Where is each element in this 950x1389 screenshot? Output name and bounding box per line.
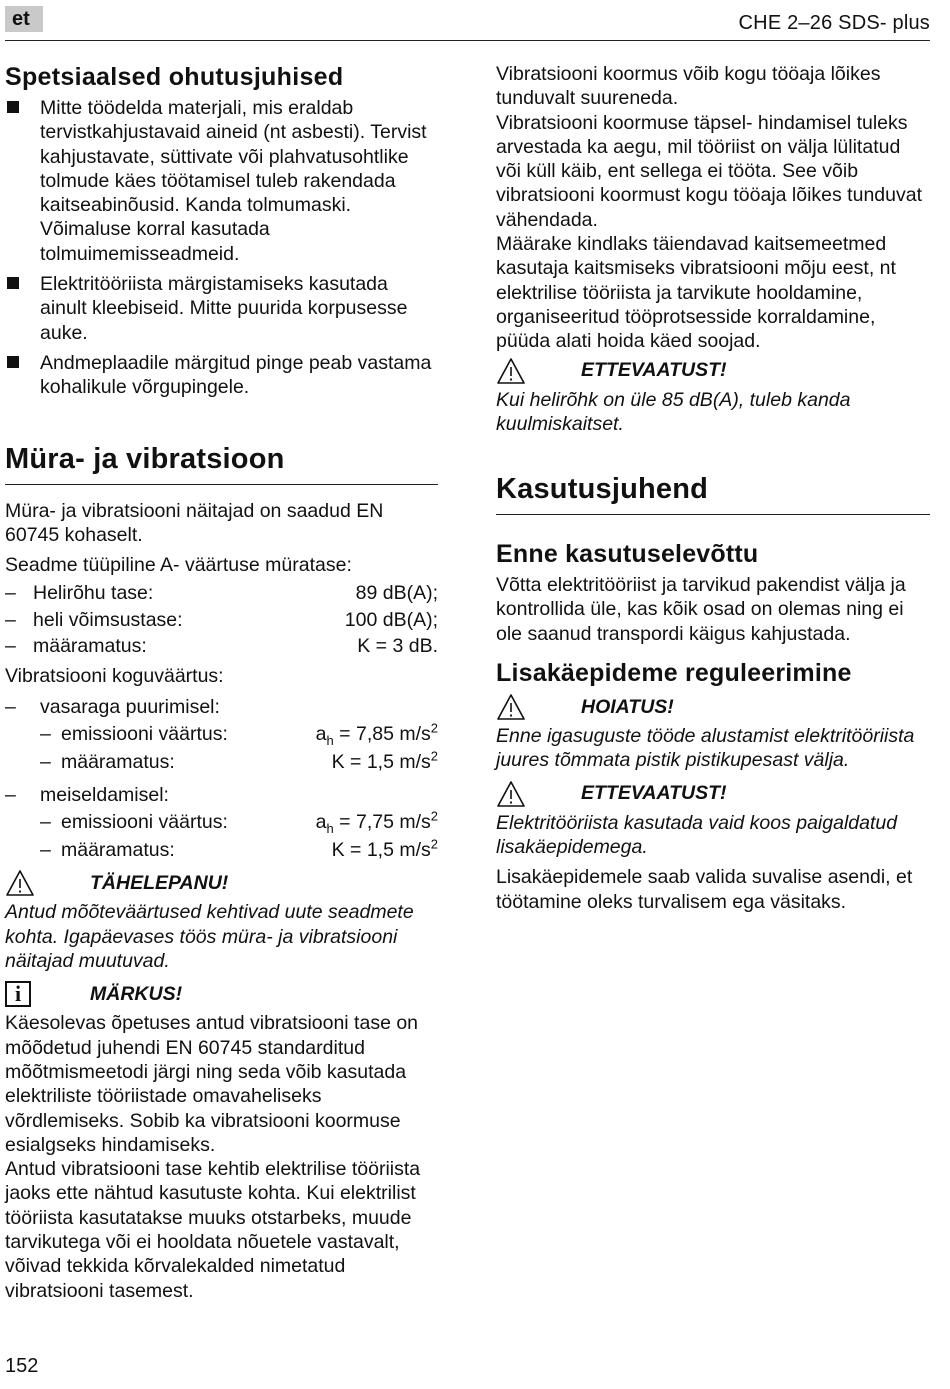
vibration-row: – emissiooni väärtus: $a_h = 7,85$ $m/s^2$ [40, 720, 438, 748]
vibration-group-title: – vasaraga puurimisel: [5, 695, 220, 718]
caution-label: ETTEVAATUST! [581, 782, 727, 805]
vibration-paragraph: Määrake kindlaks täiendavad kaitsemeetmed kasutaja kaitsmiseks vibratsiooni mõju eest, nt elektrilise tööriista ja tarvikute hooldamine, organiseeritud tööprotsesside korraldamine, püüda alati hoida käed soojad. [496, 233, 896, 353]
handle-heading: Lisakäepideme reguleerimine [496, 659, 852, 688]
noise-heading: Müra- ja vibratsioon [5, 442, 438, 485]
caution-notice [496, 356, 930, 386]
before-use-text: Võtta elektritööriist ja tarvikud pakendist välja ja kontrollida üle, kas kõik osad on olemas ning ei ole saanud transpordi käigus kahjustada. [496, 574, 906, 645]
note-notice [5, 979, 438, 1009]
vibration-paragraph: Vibratsiooni koormuse täpsel- hindamisel tuleks arvestada ka aegu, mil tööriist on välja lülitatud või küll käib, ent sellega ei tööta. See võib vibratsiooni koormust kogu tööaja lõikes tunduvat vähendada. [496, 111, 922, 231]
warning-label: HOIATUS! [581, 695, 674, 718]
attention-text: Antud mõõteväärtused kehtivad uute seadmete kohta. Igapäevases töös müra- ja vibratsiooni näitajad muutuvad. [5, 901, 414, 973]
vibration-title: Vibratsiooni koguväärtus: [5, 665, 224, 688]
left-column [5, 62, 438, 1303]
noise-row: – määramatus: K = 3 dB. [5, 635, 438, 658]
safety-item: Elektritööriista märgistamiseks kasutada ainult kleebiseid. Mitte puurida korpusesse auke. [5, 272, 438, 345]
noise-intro: Müra- ja vibratsiooni näitajad on saadud EN 60745 kohaselt. [5, 499, 384, 546]
noise-level-title: Seadme tüüpiline A- väärtuse müratase: [5, 554, 352, 577]
model-title: CHE 2–26 SDS- plus [738, 12, 930, 34]
right-column [496, 62, 930, 914]
page-number: 152 [5, 1355, 39, 1377]
vibration-row: – emissiooni väärtus: $a_h = 7,75$ $m/s^2$ [40, 808, 438, 836]
caution-notice [496, 779, 930, 809]
handle-text: Lisakäepidemele saab valida suvalise asendi, et töötamine oleks turvalisem ega väsitaks. [496, 866, 913, 913]
note-label: MÄRKUS! [90, 983, 183, 1006]
usage-heading: Kasutusjuhend [496, 472, 930, 515]
warning-text: Enne igasuguste tööde alustamist elektritööriista juures tõmmata pistik pistikupesast välja. [496, 725, 915, 772]
warning-triangle-icon [5, 869, 35, 897]
bullet-square-icon [7, 101, 19, 113]
attention-notice [5, 868, 438, 898]
before-use-heading: Enne kasutuselevõttu [496, 540, 759, 569]
safety-list [5, 96, 438, 400]
warning-triangle-icon [496, 780, 526, 808]
note-text: Antud vibratsiooni tase kehtib elektrilise tööriista jaoks ette nähtud kasutuste kohta. Kui elektrilist tööriista kasutatakse muuks otstarbeks, muude tarvikutega või ei hooldata nõuetele vastavalt, võivad tekkida kõrvalekalded nimetatud vibratsiooni tasemest. [5, 1158, 421, 1302]
caution-text: Kui helirõhk on üle 85 dB(A), tuleb kanda kuulmiskaitset. [496, 388, 851, 435]
safety-item: Mitte töödelda materjali, mis eraldab tervistkahjustavaid aineid (nt asbesti). Tervist kahjustavate, süttivate või plahvatusohtlike tolmude käes töötamisel tuleb rakendada kaitseabinõusid. Kanda tolmumaski. Võimaluse korral kasutada tolmuimemisseadmeid. [5, 96, 438, 266]
warning-triangle-icon [496, 693, 526, 721]
warning-notice [496, 692, 930, 722]
language-badge: et [5, 6, 43, 32]
header-rule [5, 40, 930, 41]
bullet-square-icon [7, 277, 19, 289]
vibration-row: – määramatus: K = 1,5 $m/s^2$ [40, 748, 438, 774]
caution-label: ETTEVAATUST! [581, 359, 727, 382]
info-icon: i [5, 981, 31, 1007]
note-text: Käesolevas õpetuses antud vibratsiooni tase on mõõdetud juhendi EN 60745 standarditud mõõtmismeetodi järgi ning seda võib kasutada elektriliste tööriistade omavaheliseks võrdlemiseks. Sobib ka vibratsiooni koormuse esialgseks hindamiseks. [5, 1012, 419, 1156]
safety-heading: Spetsiaalsed ohutusjuhised [5, 63, 344, 91]
vibration-row: – määramatus: K = 1,5 $m/s^2$ [40, 836, 438, 862]
safety-item: Andmeplaadile märgitud pinge peab vastama kohalikule võrgupingele. [5, 351, 438, 400]
caution-text: Elektritööriista kasutada vaid koos paigaldatud lisakäepidemega. [496, 811, 898, 858]
vibration-group-title: – meiseldamisel: [5, 783, 169, 806]
attention-label: TÄHELEPANU! [90, 872, 229, 895]
bullet-square-icon [7, 356, 19, 368]
vibration-paragraph: Vibratsiooni koormus võib kogu tööaja lõikes tunduvalt suureneda. [496, 63, 881, 110]
noise-row: – heli võimsustase: 100 dB(A); [5, 608, 438, 631]
warning-triangle-icon [496, 357, 526, 385]
noise-row: – Helirõhu tase: 89 dB(A); [5, 582, 438, 605]
